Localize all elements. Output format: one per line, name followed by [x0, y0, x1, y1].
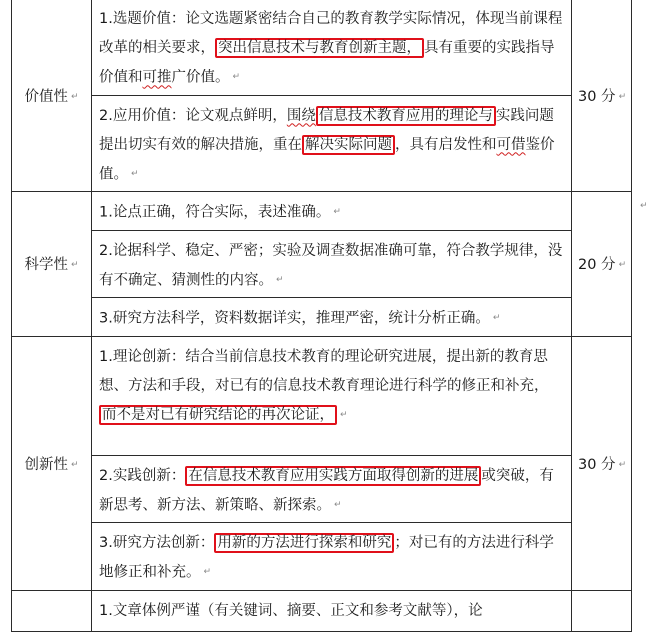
highlighted-phrase: 信息技术教育应用的理论与: [316, 106, 496, 126]
criterion-description: [92, 523, 572, 591]
criterion-category: [12, 336, 92, 590]
description-text: 3.研究方法科学，资料数据详实，推理严密，统计分析正确。: [99, 310, 490, 327]
criterion-category: [12, 192, 92, 337]
paragraph-mark: ↵: [70, 260, 79, 271]
spellcheck-underline-text: 可推: [142, 69, 172, 86]
paragraph-mark: ↵: [618, 91, 627, 102]
rubric-row: [12, 95, 632, 192]
paragraph-mark: ↵: [232, 72, 241, 82]
description-text: 广价值。: [171, 69, 230, 86]
highlighted-phrase: 解决实际问题: [302, 135, 395, 155]
paragraph-mark: ↵: [334, 499, 342, 510]
criterion-category-label: 创新性: [24, 456, 68, 473]
paragraph-mark: ↵: [640, 201, 648, 211]
criterion-score: [572, 590, 632, 631]
rubric-row: [12, 336, 632, 455]
criterion-score-value: 30 分: [578, 88, 616, 105]
rubric-body: [12, 0, 632, 631]
criterion-description: [92, 230, 572, 298]
description-text: 或突破，有新思考、新方法、新策略、新探索。: [99, 467, 554, 513]
criterion-description: [92, 0, 572, 95]
description-text: 1.文章体例严谨（有关键词、摘要、正文和参考文献等），论: [99, 602, 483, 619]
criterion-description: [92, 298, 572, 337]
rubric-row: [12, 298, 632, 337]
highlighted-phrase: 而不是对已有研究结论的再次论证，: [99, 405, 337, 425]
paragraph-mark: ↵: [340, 409, 348, 420]
description-text: 1.选题价值：论文选题紧密结合自己的教育教学实际情况，体现当前课程改革的相关要求，: [99, 11, 563, 56]
criterion-score: [572, 192, 632, 337]
description-text: 1.论点正确，符合实际，表述准确。: [99, 204, 331, 221]
description-text: 1.理论创新：结合当前信息技术教育的理论研究进展，提出新的教育思想、方法和手段，对已有的信息技术教育理论进行科学的修正和补充，: [99, 348, 549, 394]
criterion-description: [92, 455, 572, 523]
criterion-category: [12, 0, 92, 192]
evaluation-rubric-table: [11, 0, 632, 632]
criterion-score: [572, 336, 632, 590]
description-text: 鉴价值。: [99, 136, 555, 182]
criterion-description: [92, 336, 572, 455]
rubric-row: [12, 0, 632, 95]
description-text: 实践问题提出切实有效的解决措施，重在: [99, 107, 554, 153]
description-text: ；对已有的方法进行科学地修正和补充。: [99, 535, 554, 581]
spellcheck-underline-text: 可借: [496, 136, 526, 153]
description-text: 2.应用价值：论文观点鲜明，: [99, 107, 287, 124]
rubric-row: [12, 590, 632, 631]
description-text: 2.实践创新：: [99, 467, 186, 484]
criterion-description: [92, 95, 572, 192]
criterion-category-label: 科学性: [24, 257, 68, 274]
criterion-category: [12, 590, 92, 631]
paragraph-mark: ↵: [70, 91, 79, 102]
criterion-category-label: 价值性: [24, 88, 68, 105]
spellcheck-underline-text: 围绕: [286, 107, 316, 124]
criterion-score-value: 30 分: [578, 456, 616, 473]
description-text: ，具有启发性和: [395, 136, 497, 153]
paragraph-mark: ↵: [492, 313, 501, 323]
highlighted-phrase: 用新的方法进行探索和研究: [214, 533, 394, 553]
description-text: 3.研究方法创新：: [99, 535, 215, 551]
paragraph-mark: ↵: [618, 459, 627, 470]
paragraph-mark: ↵: [131, 168, 139, 179]
highlighted-phrase: 在信息技术教育应用实践方面取得创新的进展: [185, 466, 481, 486]
rubric-row: [12, 230, 632, 298]
criterion-description: [92, 192, 572, 231]
rubric-row: [12, 192, 632, 231]
paragraph-mark: ↵: [203, 567, 212, 577]
paragraph-mark: ↵: [276, 274, 284, 285]
paragraph-mark: ↵: [70, 459, 79, 470]
description-text: 具有重要的实践指导价值和: [99, 40, 555, 86]
description-text: 2.论据科学、稳定、严密；实验及调查数据准确可靠，符合教学规律，没有不确定、猜测性的内容。: [99, 242, 563, 288]
highlighted-phrase: 突出信息技术与教育创新主题，: [215, 38, 424, 58]
paragraph-mark: ↵: [333, 207, 341, 217]
criterion-score-value: 20 分: [578, 257, 616, 274]
rubric-row: [12, 523, 632, 591]
criterion-score: [572, 0, 632, 192]
rubric-row: [12, 455, 632, 523]
paragraph-mark: ↵: [618, 260, 627, 271]
criterion-description: [92, 590, 572, 631]
